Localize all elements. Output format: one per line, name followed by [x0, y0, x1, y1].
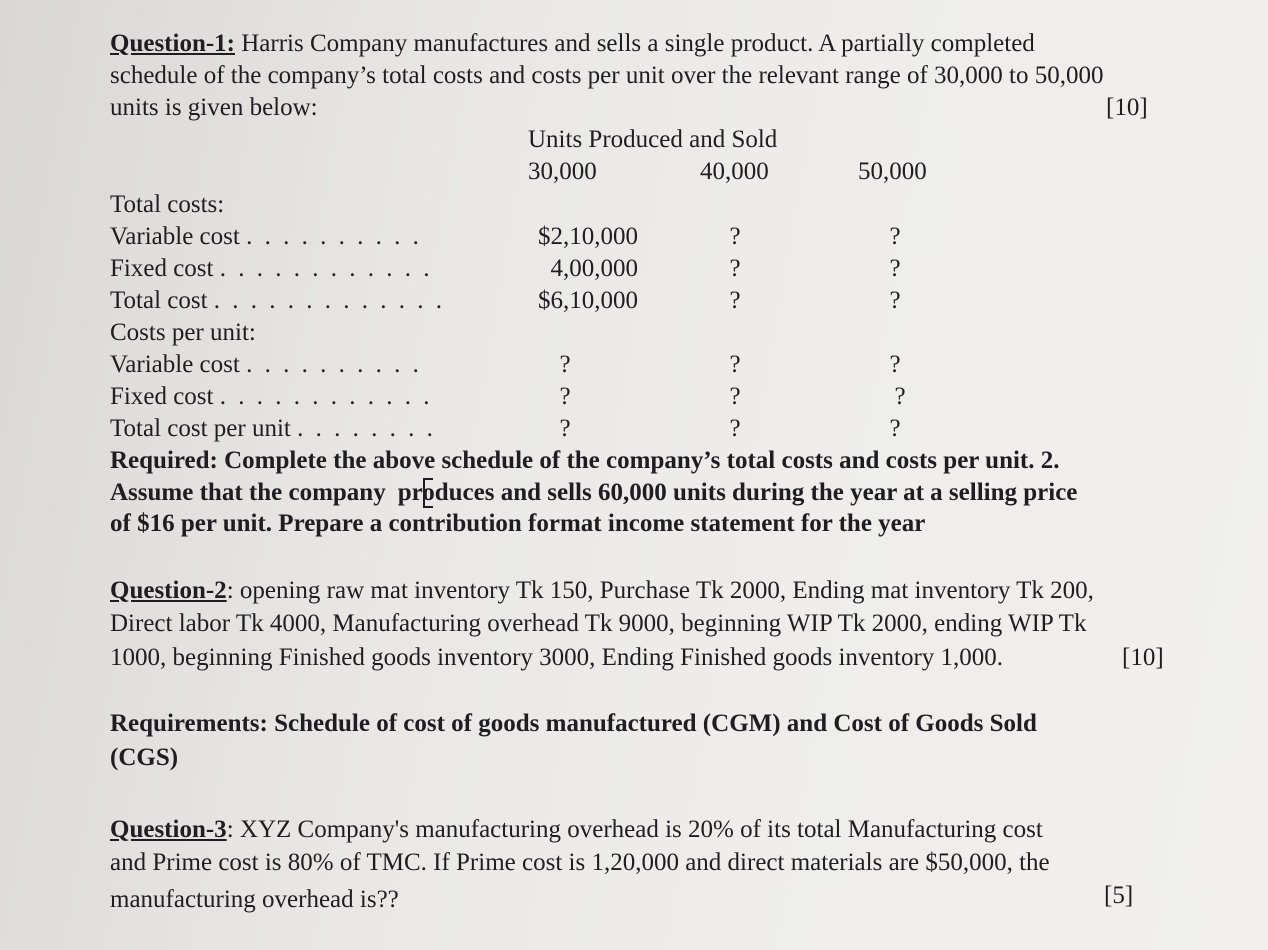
- q3-heading: Question-3: [110, 816, 227, 843]
- cell: ?: [729, 255, 741, 282]
- cell: ?: [889, 223, 901, 250]
- q1-text-line1: Harris Company manufactures and sells a single product. A partially completed: [241, 30, 1035, 57]
- q2-requirements-line2: (CGS): [110, 744, 179, 771]
- cell: ?: [729, 223, 741, 250]
- cell: ?: [729, 351, 741, 378]
- q1-line1: [110, 28, 1035, 60]
- cell: ?: [889, 287, 901, 314]
- leader-dots: . . . . . . . . . . . .: [219, 255, 433, 282]
- q3-text-line1: : XYZ Company's manufacturing overhead is 20% of its total Manufacturing cost: [226, 816, 1043, 843]
- q1-required-line3: of $16 per unit. Prepare a contribution format income statement for the year: [110, 510, 926, 537]
- row-label: Total cost: [110, 287, 208, 314]
- row-fixed-cost: [110, 253, 432, 285]
- q2-text-line1: : opening raw mat inventory Tk 150, Purchase Tk 2000, Ending mat inventory Tk 200,: [226, 577, 1094, 604]
- cell: ?: [894, 383, 906, 410]
- q1-marks: [10]: [1106, 94, 1148, 121]
- cell: ?: [559, 383, 571, 410]
- cell: $6,10,000: [538, 287, 638, 314]
- col-header-40000: 40,000: [700, 158, 769, 185]
- row-label: Fixed cost: [110, 383, 214, 410]
- col-header-50000: 50,000: [858, 158, 927, 185]
- q1-text-line2: schedule of the company’s total costs and costs per unit over the relevant range of 30,000 to 50,000: [110, 62, 1104, 89]
- q2-marks: [10]: [1122, 644, 1164, 671]
- cell: ?: [889, 415, 901, 442]
- q2-line1: [110, 575, 1094, 607]
- q1-required-line2b: produces and sells 60,000 units during the year at a selling price: [397, 479, 1078, 506]
- cell: ?: [889, 351, 901, 378]
- q1-required-line2: [110, 477, 1077, 509]
- cell: ?: [729, 287, 741, 314]
- row-unit-fixed-cost: [110, 381, 432, 413]
- leader-dots: . . . . . . . . . . . .: [219, 383, 433, 410]
- row-label: Variable cost: [110, 223, 240, 250]
- q3-text-line3: manufacturing overhead is??: [110, 886, 399, 913]
- q1-required-line1: Required: Complete the above schedule of the company’s total costs and costs per unit. 2.: [110, 447, 1060, 474]
- row-label: Total cost per unit: [110, 415, 291, 442]
- q1-text-line3: units is given below:: [110, 94, 318, 121]
- leader-dots: . . . . . . . . . .: [246, 351, 422, 378]
- q3-marks: [5]: [1104, 882, 1134, 909]
- q1-heading: Question-1:: [110, 30, 235, 57]
- q3-text-line2: and Prime cost is 80% of TMC. If Prime cost is 1,20,000 and direct materials are $50,000, the: [110, 849, 1050, 876]
- section-total-costs: Total costs:: [110, 191, 225, 218]
- cell: ?: [729, 383, 741, 410]
- leader-dots: . . . . . . . . . . . . .: [213, 287, 446, 314]
- cell: ?: [889, 255, 901, 282]
- text-cursor-icon: [423, 478, 433, 508]
- q3-line1: [110, 814, 1043, 846]
- row-label: Variable cost: [110, 351, 240, 378]
- row-total-cost-per-unit: [110, 413, 436, 445]
- row-label: Fixed cost: [110, 255, 214, 282]
- leader-dots: . . . . . . . .: [297, 415, 436, 442]
- cell: ?: [729, 415, 741, 442]
- section-costs-per-unit: Costs per unit:: [110, 319, 256, 346]
- cell: 4,00,000: [550, 255, 638, 282]
- q2-text-line2: Direct labor Tk 4000, Manufacturing overhead Tk 9000, beginning WIP Tk 2000, ending WIP Tk: [110, 610, 1087, 637]
- cell: ?: [559, 351, 571, 378]
- leader-dots: . . . . . . . . . .: [246, 223, 422, 250]
- q2-text-line3: 1000, beginning Finished goods inventory 3000, Ending Finished goods inventory 1,000.: [110, 644, 1004, 671]
- q2-heading: Question-2: [110, 577, 227, 604]
- row-total-cost: [110, 285, 445, 317]
- q1-required-line2a: Assume that the company: [110, 479, 386, 506]
- cell: ?: [559, 415, 571, 442]
- row-variable-cost: [110, 221, 422, 253]
- table-header: Units Produced and Sold: [528, 126, 778, 153]
- q2-requirements-line1: Requirements: Schedule of cost of goods manufactured (CGM) and Cost of Goods Sold: [110, 710, 1037, 737]
- row-unit-variable-cost: [110, 349, 422, 381]
- col-header-30000: 30,000: [528, 158, 597, 185]
- cell: $2,10,000: [538, 223, 638, 250]
